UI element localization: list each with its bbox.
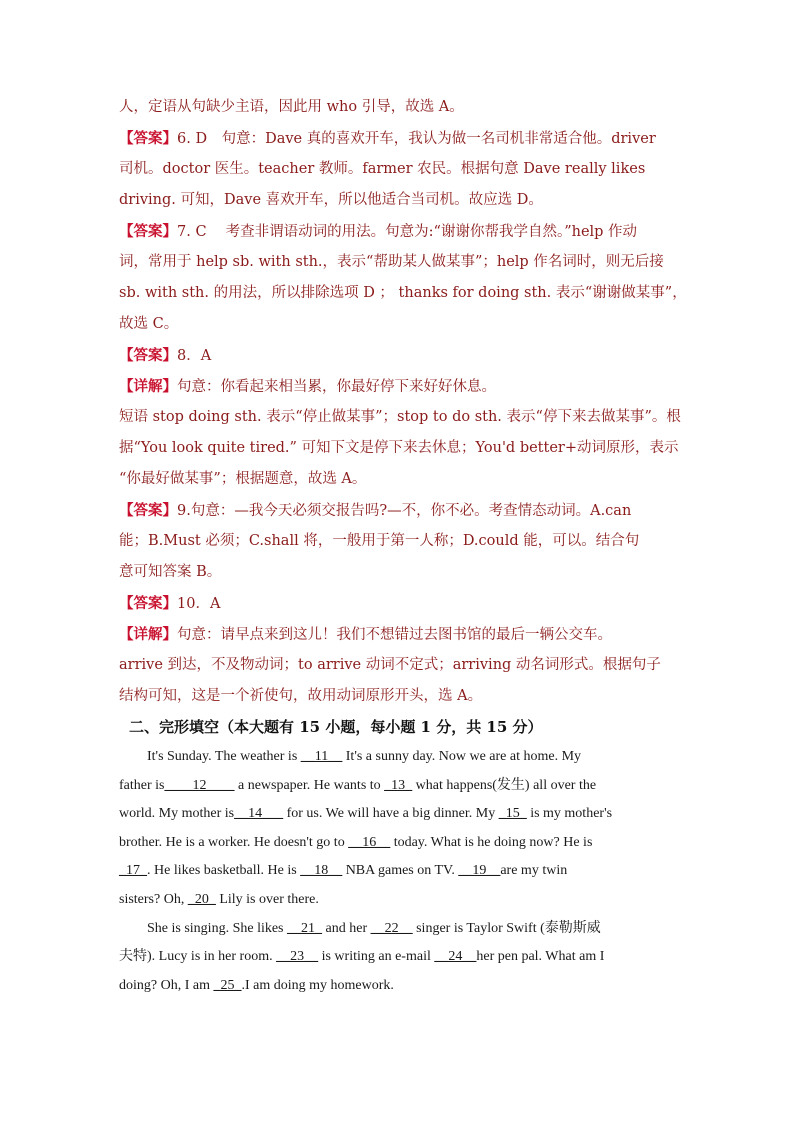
passage-text: for us. We will have a big dinner. My [283,806,499,822]
detail-tag: 【详解】 [119,378,177,395]
blank-17[interactable]: _17_ [119,863,147,879]
detail-text: 句意：请早点来到这儿！我们不想错过去图书馆的最后一辆公交车。 [177,627,612,643]
detail-text: “你最好做某事”；根据题意，故选 A。 [119,471,367,487]
blank-18[interactable]: __18__ [300,863,343,879]
passage-text: brother. He is a worker. He doesn't go to [119,834,349,850]
passage-text: and her [322,920,371,936]
blank-15[interactable]: _15_ [498,806,527,822]
answer-line [119,92,679,123]
passage-text: Lily is over there. [215,891,319,907]
blank-13[interactable]: _13_ [384,777,413,793]
passage-text: are my twin [500,863,568,879]
detail-10-line-1 [119,619,679,650]
answer-tag: 【答案】 [119,130,177,147]
blank-16[interactable]: __16__ [348,834,391,850]
passage-text: world. My mother is [119,806,235,822]
detail-8-line-3 [119,433,679,464]
passage-text: her pen pal. What am I [476,949,605,965]
blank-14[interactable]: __14___ [234,806,284,822]
answer-9-line-1 [119,495,679,526]
section-heading: 二、完形填空（本大题有 15 小题，每小题 1 分，共 15 分） [129,718,543,736]
answer-tag: 【答案】 [119,347,177,364]
blank-23[interactable]: __23__ [276,949,319,965]
answer-text: 意可知答案 B。 [119,564,222,580]
detail-10-line-2 [119,650,679,681]
answer-text: driving. 可知，Dave 喜欢开车，所以他适合当司机。故应选 D。 [119,192,543,208]
passage-text: is my mother's [526,806,613,822]
passage-text: is writing an e-mail [318,949,435,965]
answer-text: 10．A [177,596,221,612]
passage-text: father is [119,777,165,793]
detail-8-line-2 [119,402,679,433]
document-page [119,92,687,1000]
answer-10-line [119,588,679,619]
passage-line [119,915,679,944]
passage-line [119,857,679,886]
answer-text: sb. with sth. 的用法，所以排除选项 D ； thanks for doing sth. 表示“谢谢做某事”， [119,285,687,301]
blank-19[interactable]: __19__ [458,863,501,879]
answer-7-line-3 [119,278,687,309]
answer-7-line-2 [119,247,679,278]
answer-text: 9.句意：—我今天必须交报告吗?—不，你不必。考查情态动词。A.can [177,503,632,519]
answer-6-line-1 [119,123,679,154]
blank-20[interactable]: _20_ [187,891,216,907]
passage-text: today. What is he doing now? He is [390,834,593,850]
blank-25[interactable]: _25_ [213,977,242,993]
passage-text: singer is Taylor Swift (泰勒斯威 [412,920,601,936]
passage-text: It's a sunny day. Now we are at home. My [342,749,582,764]
answer-9-line-2 [119,526,679,557]
answer-text: 故选 C。 [119,316,179,332]
detail-10-line-3 [119,681,679,712]
detail-text: 据“You look quite tired.” 可知下文是停下来去休息；You'd better+动词原形，表示 [119,440,679,456]
passage-line [119,772,679,801]
answer-text: 司机。doctor 医生。teacher 教师。farmer 农民。根据句意 Dave really likes [119,161,646,177]
passage-line [119,943,679,972]
passage-text: 夫特). Lucy is in her room. [119,949,277,965]
blank-21[interactable]: __21_ [287,920,323,936]
blank-11[interactable]: __11__ [300,749,343,764]
detail-text: arrive 到达，不及物动词；to arrive 动词不定式；arriving 动名词形式。根据句子 [119,657,661,673]
passage-text: what happens(发生) all over the [412,777,597,793]
answer-tag: 【答案】 [119,595,177,612]
passage-text: She is singing. She likes [147,920,288,936]
passage-line [119,972,679,1001]
detail-text: 短语 stop doing sth. 表示“停止做某事”；stop to do sth. 表示“停下来去做某事”。根 [119,409,681,425]
blank-24[interactable]: __24__ [434,949,477,965]
passage-line [119,800,679,829]
passage-line [119,886,679,915]
passage-text: It's Sunday. The weather is [147,749,301,764]
detail-text: 结构可知，这是一个祈使句，故用动词原形开头，选 A。 [119,688,483,704]
passage-text: . He likes basketball. He is [147,863,301,879]
answer-8-line [119,340,679,371]
answer-6-line-2 [119,154,679,185]
passage-line [119,829,679,858]
answer-text: 人，定语从句缺少主语，因此用 who 引导，故选 A。 [119,99,464,115]
passage-text: doing? Oh, I am [119,977,214,993]
answer-6-line-3 [119,185,679,216]
detail-text: 句意：你看起来相当累，你最好停下来好好休息。 [177,379,496,395]
passage-text: sisters? Oh, [119,891,188,907]
answer-7-line-4 [119,309,679,340]
passage-line [119,743,679,772]
answer-text: 7. C 考查非谓语动词的用法。句意为:“谢谢你帮我学自然。”help 作动 [177,224,638,240]
detail-8-line-1 [119,371,679,402]
answer-text: 能；B.Must 必须；C.shall 将，一般用于第一人称；D.could 能，可以。结合句 [119,533,640,549]
passage-text: a newspaper. He wants to [234,777,385,793]
answer-text: 6. D 句意：Dave 真的喜欢开车，我认为做一名司机非常适合他。driver [177,131,656,147]
detail-8-line-4 [119,464,679,495]
answer-7-line-1 [119,216,679,247]
blank-12[interactable]: ____12____ [164,777,235,793]
answer-text: 词，常用于 help sb. with sth.，表示“帮助某人做某事”；help 作名词时，则无后接 [119,254,664,270]
answer-9-line-3 [119,557,679,588]
detail-tag: 【详解】 [119,626,177,643]
passage-text: .I am doing my homework. [241,977,394,993]
answer-tag: 【答案】 [119,502,177,519]
passage-text: NBA games on TV. [342,863,459,879]
answer-text: 8．A [177,348,212,364]
blank-22[interactable]: __22__ [370,920,413,936]
answer-tag: 【答案】 [119,223,177,240]
